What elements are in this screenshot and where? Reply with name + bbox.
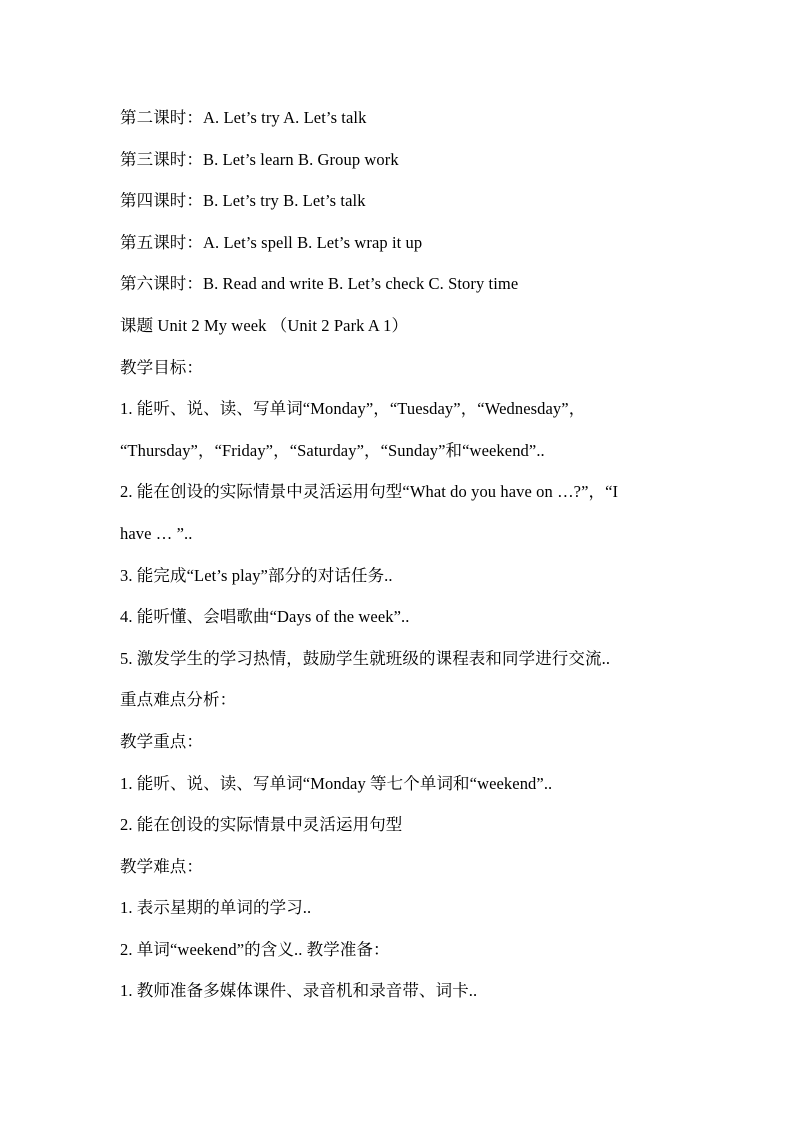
objective-2-continued: have … ”.. — [120, 523, 193, 543]
objective-4: 4. 能听懂、会唱歌曲“Days of the week”.. — [120, 607, 410, 627]
section-heading-difficulties: 教学难点： — [120, 856, 203, 876]
schedule-lesson-3: 第三课时：B. Let’s learn B. Group work — [120, 149, 399, 169]
objective-3: 3. 能完成“Let’s play”部分的对话任务.. — [120, 565, 393, 585]
schedule-lesson-2: 第二课时：A. Let’s try A. Let’s talk — [120, 108, 367, 127]
key-point-2: 2. 能在创设的实际情景中灵活运用句型 — [120, 815, 403, 835]
objective-1-continued: “Thursday”，“Friday”，“Saturday”，“Sunday”和“weekend”.. — [120, 440, 545, 460]
schedule-lesson-5: 第五课时：A. Let’s spell B. Let’s wrap it up — [120, 232, 423, 252]
section-heading-key-points: 教学重点： — [120, 731, 203, 751]
objective-1: 1. 能听、说、读、写单词“Monday”，“Tuesday”，“Wednesday”， — [120, 399, 586, 419]
schedule-lesson-4: 第四课时：B. Let’s try B. Let’s talk — [120, 191, 366, 211]
difficulty-1: 1. 表示星期的单词的学习.. — [120, 898, 312, 918]
preparation-1: 1. 教师准备多媒体课件、录音机和录音带、词卡.. — [120, 981, 478, 1001]
objective-2: 2. 能在创设的实际情景中灵活运用句型“What do you have on …?”，“I — [120, 482, 619, 502]
section-heading-objectives: 教学目标： — [120, 357, 203, 377]
key-point-1: 1. 能听、说、读、写单词“Monday 等七个单词和“weekend”.. — [120, 773, 553, 793]
schedule-lesson-6: 第六课时：B. Read and write B. Let’s check C. Story time — [120, 274, 519, 294]
section-heading-analysis: 重点难点分析： — [120, 690, 237, 710]
lesson-topic: 课题 Unit 2 My week （Unit 2 Park A 1） — [120, 315, 409, 335]
difficulty-2-and-preparation-heading: 2. 单词“weekend”的含义.. 教学准备： — [120, 939, 390, 959]
document-body — [120, 97, 680, 1012]
objective-5: 5. 激发学生的学习热情，鼓励学生就班级的课程表和同学进行交流.. — [120, 648, 611, 668]
